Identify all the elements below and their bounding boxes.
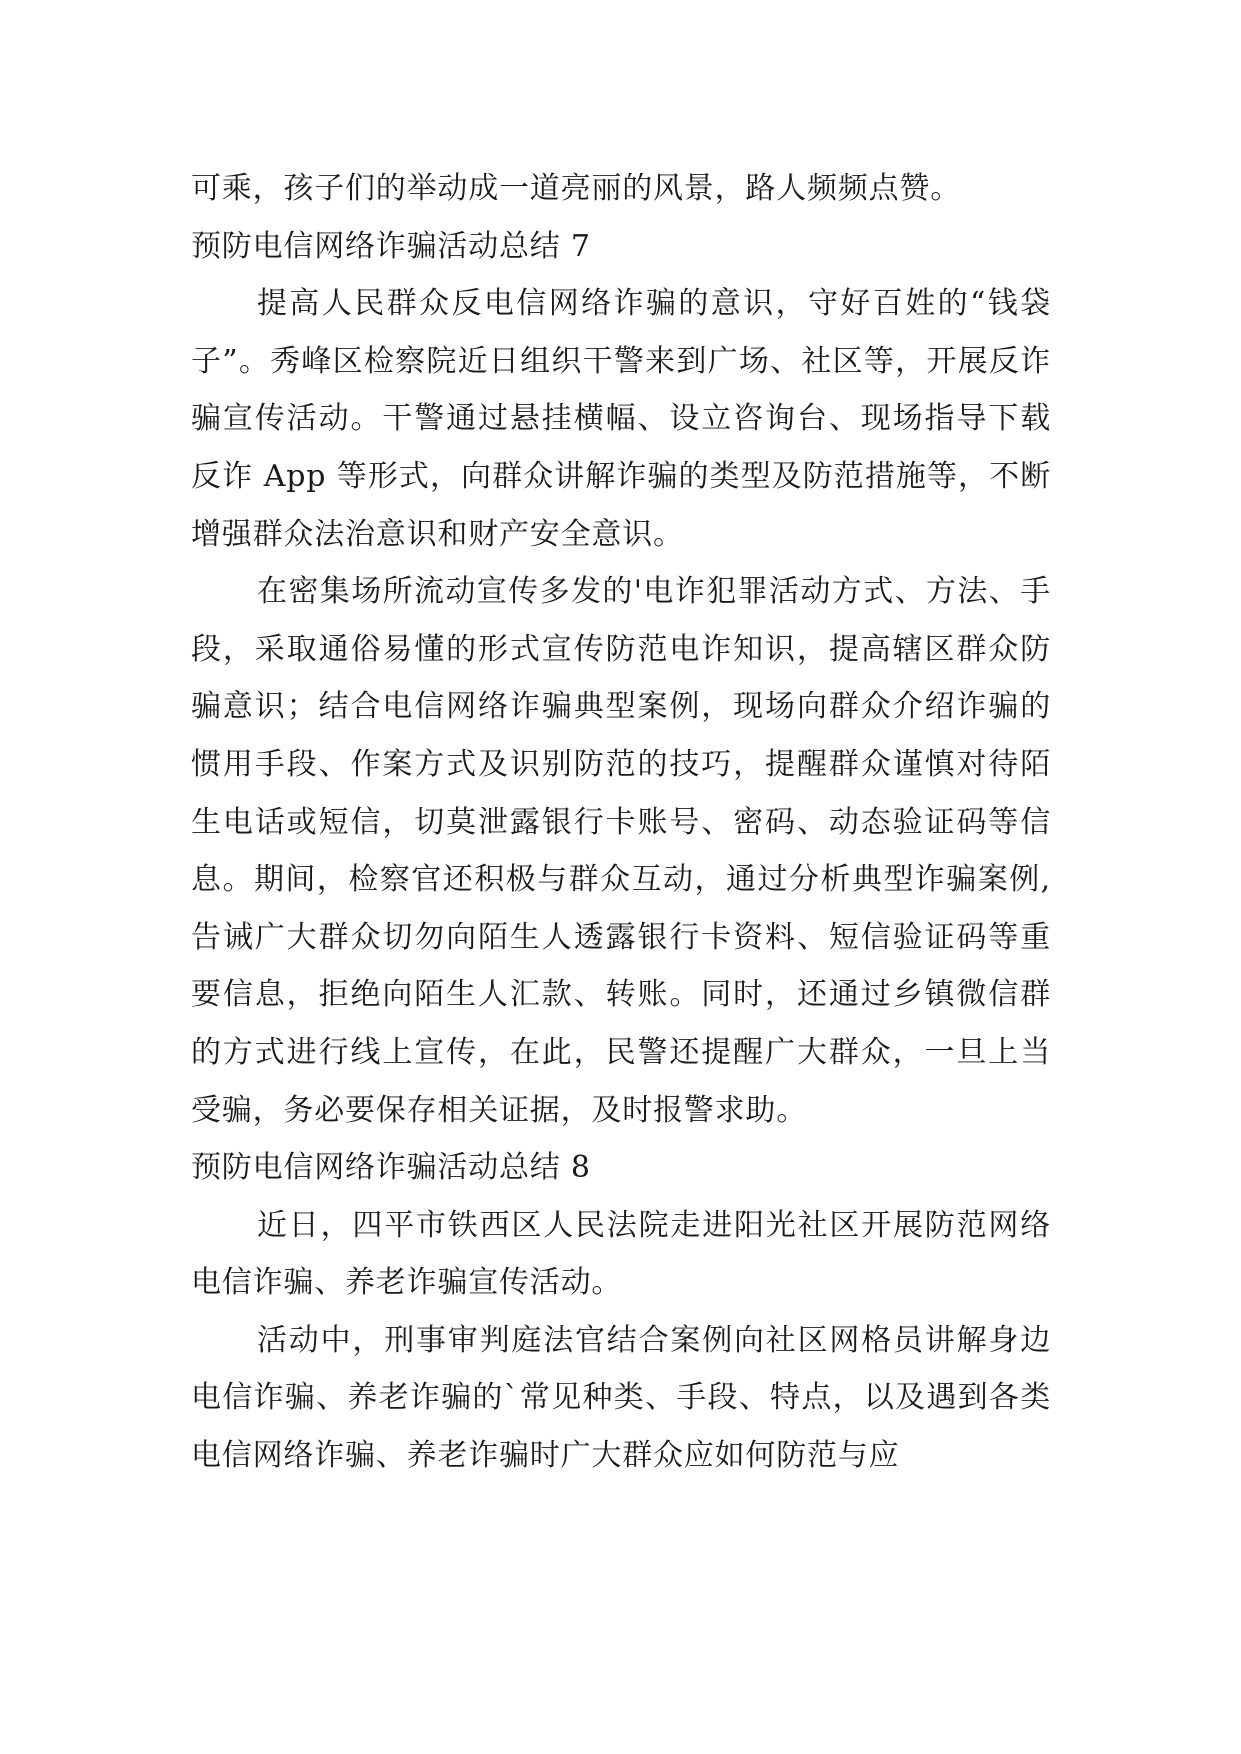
section-heading-7: 预防电信网络诈骗活动总结 7 <box>191 228 591 264</box>
paragraph: 提高人民群众反电信网络诈骗的意识，守好百姓的“钱袋子”。秀峰区检察院近日组织干警来到广场、社区等，开展反诈骗宣传活动。干警通过悬挂横幅、设立咨询台、现场指导下载反诈 App 等形式，向群众讲解诈骗的类型及防范措施等，不断增强群众法治意识和财产安全意识。 <box>191 286 1051 552</box>
paragraph: 在密集场所流动宣传多发的'电诈犯罪活动方式、方法、手段，采取通俗易懂的形式宣传防范电诈知识，提高辖区群众防骗意识；结合电信网络诈骗典型案例，现场向群众介绍诈骗的惯用手段、作案方式及识别防范的技巧，提醒群众谨慎对待陌生电话或短信，切莫泄露银行卡账号、密码、动态验证码等信息。期间，检察官还积极与群众互动，通过分析典型诈骗案例,告诫广大群众切勿向陌生人透露银行卡资料、短信验证码等重要信息，拒绝向陌生人汇款、转账。同时，还通过乡镇微信群的方式进行线上宣传，在此，民警还提醒广大群众，一旦上当受骗，务必要保存相关证据，及时报警求助。 <box>191 574 1051 1128</box>
document-body <box>191 160 1051 1485</box>
section-heading-8: 预防电信网络诈骗活动总结 8 <box>191 1150 591 1186</box>
paragraph: 近日，四平市铁西区人民法院走进阳光社区开展防范网络电信诈骗、养老诈骗宣传活动。 <box>191 1207 1051 1301</box>
paragraph: 活动中，刑事审判庭法官结合案例向社区网格员讲解身边电信诈骗、养老诈骗的`常见种类、手段、特点，以及遇到各类电信网络诈骗、养老诈骗时广大群众应如何防范与应 <box>191 1322 1051 1474</box>
paragraph-continuation: 可乘，孩子们的举动成一道亮丽的风景，路人频频点赞。 <box>191 171 961 206</box>
